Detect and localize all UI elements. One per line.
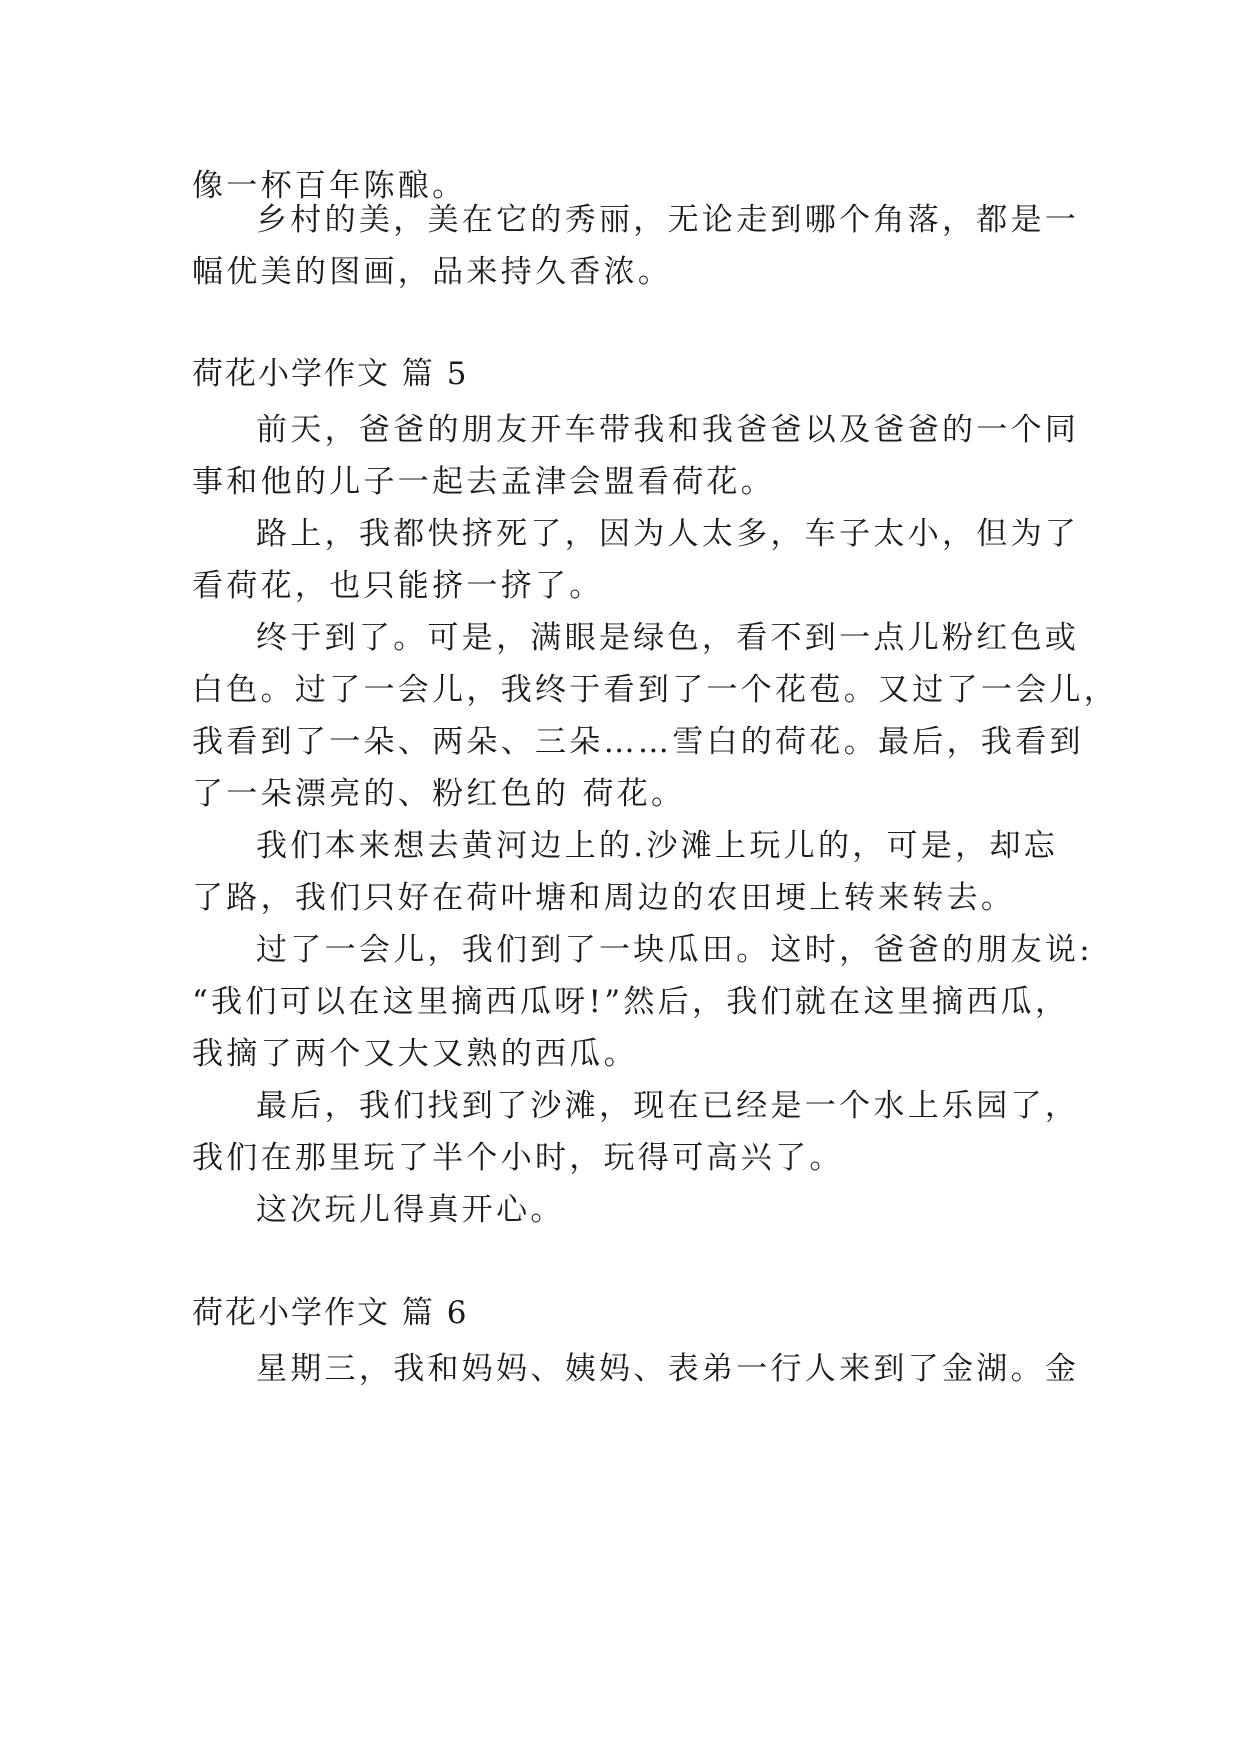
paragraph-line: 我们本来想去黄河边上的.沙滩上玩儿的，可是，却忘 xyxy=(256,828,1059,864)
paragraph-line: 过了一会儿，我们到了一块瓜田。这时，爸爸的朋友说: xyxy=(256,932,1093,968)
paragraph-line: 路上，我都快挤死了，因为人太多，车子太小，但为了 xyxy=(256,516,1080,552)
paragraph-line: 幅优美的图画，品来持久香浓。 xyxy=(192,254,673,290)
paragraph-line: 了路，我们只好在荷叶塘和周边的农田埂上转来转去。 xyxy=(192,880,1016,916)
paragraph-line: 了一朵漂亮的、粉红色的 荷花。 xyxy=(192,776,686,812)
paragraph-line: 最后，我们找到了沙滩，现在已经是一个水上乐园了， xyxy=(256,1088,1080,1124)
paragraph-line: 白色。过了一会儿，我终于看到了一个花苞。又过了一会儿， xyxy=(192,672,1119,708)
paragraph-line: 我看到了一朵、两朵、三朵……雪白的荷花。最后，我看到 xyxy=(192,724,1084,760)
paragraph-line: 乡村的美，美在它的秀丽，无论走到哪个角落，都是一 xyxy=(256,202,1080,238)
paragraph-line: 看荷花，也只能挤一挤了。 xyxy=(192,568,604,604)
paragraph-line: 前天，爸爸的朋友开车带我和我爸爸以及爸爸的一个同 xyxy=(256,412,1080,448)
paragraph-line: 终于到了。可是，满眼是绿色，看不到一点儿粉红色或 xyxy=(256,620,1080,656)
paragraph-line: 我们在那里玩了半个小时，玩得可高兴了。 xyxy=(192,1140,844,1176)
paragraph-line: “我们可以在这里摘西瓜呀!”然后，我们就在这里摘西瓜， xyxy=(192,984,1070,1020)
paragraph-line: 事和他的儿子一起去孟津会盟看荷花。 xyxy=(192,464,776,500)
section-heading: 荷花小学作文 篇 6 xyxy=(192,1295,469,1331)
paragraph-line: 像一杯百年陈酿。 xyxy=(192,168,467,204)
paragraph-line: 星期三，我和妈妈、姨妈、表弟一行人来到了金湖。金 xyxy=(256,1351,1080,1387)
section-heading: 荷花小学作文 篇 5 xyxy=(192,356,469,392)
paragraph-line: 这次玩儿得真开心。 xyxy=(256,1192,565,1228)
paragraph-line: 我摘了两个又大又熟的西瓜。 xyxy=(192,1036,638,1072)
